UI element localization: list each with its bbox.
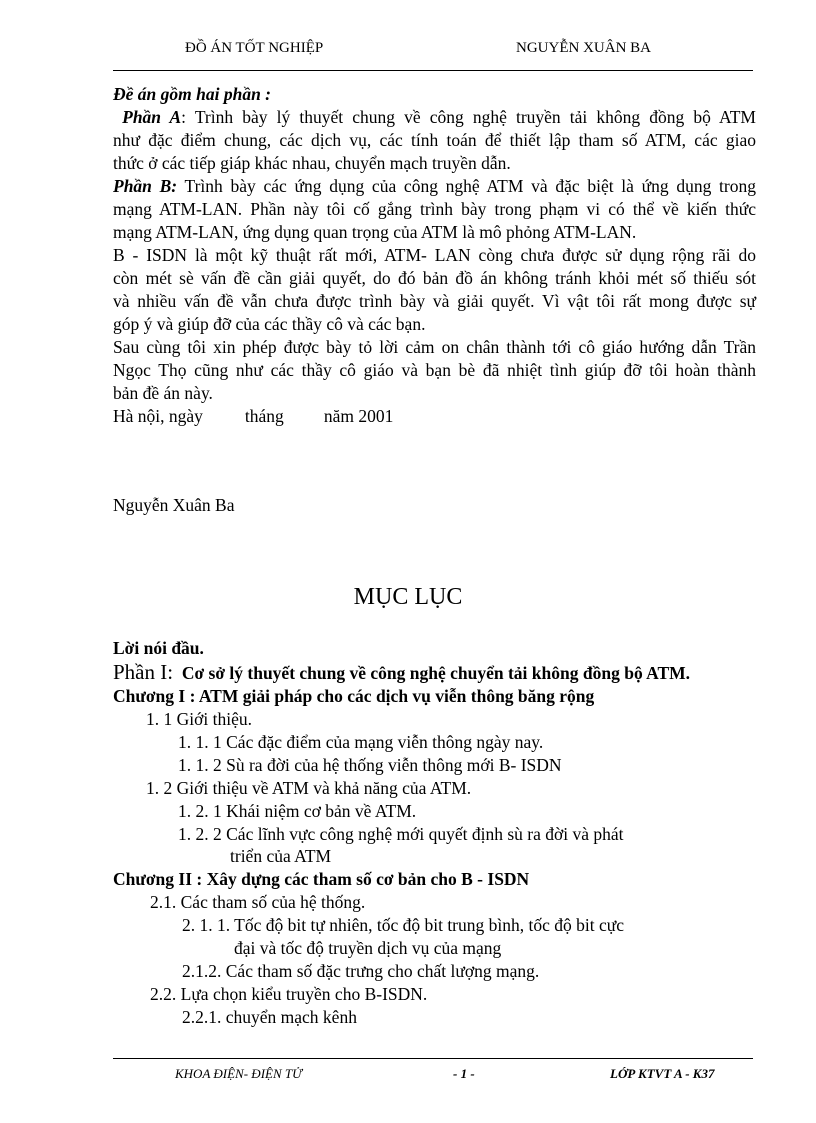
para3-line-3: và nhiều vấn đề vẫn chưa được trình bày và giải quyết. Vì vật tôi rất mong được sự xyxy=(113,291,756,311)
para4-line-2: Ngọc Thọ cũng như các thầy cô giáo và bạn bè đã nhiệt tình giúp đỡ tôi hoàn thành xyxy=(113,360,756,380)
footer-rule xyxy=(113,1058,753,1059)
para3-line-4: góp ý và giúp đỡ của các thầy cô và các bạn. xyxy=(113,314,426,334)
page-number: - 1 - xyxy=(453,1066,475,1081)
toc-section-1-2-2: 1. 2. 2 Các lĩnh vực công nghệ mới quyết định sù ra đời và phát xyxy=(178,824,624,844)
para3-line-2: còn mét sè vấn đề cần giải quyết, do đó bản đồ án không tránh khỏi mét số thiếu sót xyxy=(113,268,756,288)
toc-chapter-2: Chương II : Xây dựng các tham số cơ bản cho B - ISDN xyxy=(113,869,530,889)
para4-line-3: bản đề án này. xyxy=(113,383,213,403)
toc-section-2-1-1-cont: đại và tốc độ truyền dịch vụ của mạng xyxy=(234,938,502,958)
para4-line-1: Sau cùng tôi xin phép được bày tỏ lời cảm on chân thành tới cô giáo hướng dẫn Trần xyxy=(113,337,756,357)
toc-section-1-1: 1. 1 Giới thiệu. xyxy=(146,709,252,729)
toc-title: MỤC LỤC xyxy=(353,584,463,610)
intro-section xyxy=(113,83,756,428)
toc-chapter-1: Chương I : ATM giải pháp cho các dịch vụ viễn thông băng rộng xyxy=(113,686,595,706)
para3-line-1: B - ISDN là một kỹ thuật rất mới, ATM- LAN còng chưa được sử dụng rộng rãi do xyxy=(113,245,756,265)
footer-right: LỚP KTVT A - K37 xyxy=(610,1066,715,1081)
toc-section-2-1-1: 2. 1. 1. Tốc độ bit tự nhiên, tốc độ bit trung bình, tốc độ bit cực xyxy=(182,915,624,935)
signature: Nguyễn Xuân Ba xyxy=(113,495,235,515)
part-a-line-1: Phần A: Trình bày lý thuyết chung về công nghệ truyền tải không đồng bộ ATM xyxy=(122,107,756,127)
part-b-label: Phần B: xyxy=(113,176,178,196)
header-left: ĐỒ ÁN TỐT NGHIỆP xyxy=(185,40,324,56)
toc-part-1-label: Phần I: xyxy=(113,660,174,684)
toc-section-1-1-2: 1. 1. 2 Sù ra đời của hệ thống viễn thông mới B- ISDN xyxy=(178,755,562,775)
intro-heading: Đề án gồm hai phần : xyxy=(113,84,272,104)
toc-section-2-2: 2.2. Lựa chọn kiểu truyền cho B-ISDN. xyxy=(150,984,428,1004)
toc-section-1-2: 1. 2 Giới thiệu về ATM và khả năng của ATM. xyxy=(146,778,472,798)
part-a-line-2: như đặc điểm chung, các dịch vụ, các tính toán để thiết lập tham số ATM, các giao xyxy=(113,130,756,150)
toc-part-1-title: Cơ sở lý thuyết chung về công nghệ chuyển tải không đồng bộ ATM. xyxy=(181,663,691,683)
toc-section-1-1-1: 1. 1. 1 Các đặc điểm của mạng viễn thông ngày nay. xyxy=(178,732,544,752)
header-right: NGUYỄN XUÂN BA xyxy=(516,40,651,56)
toc-preface: Lời nói đầu. xyxy=(113,638,204,658)
part-a-line-3: thức ở các tiếp giáp khác nhau, chuyển mạch truyền dẫn. xyxy=(113,153,511,173)
header-rule xyxy=(113,70,753,71)
toc-part-1 xyxy=(113,660,690,685)
toc-section-2-2-1: 2.2.1. chuyển mạch kênh xyxy=(182,1007,357,1027)
part-b-line-1: Phần B: Trình bày các ứng dụng của công nghệ ATM và đặc biệt là ứng dụng trong xyxy=(113,176,756,196)
footer-left: KHOA ĐIỆN- ĐIỆN TỬ xyxy=(175,1066,302,1081)
toc-section-2-1: 2.1. Các tham số của hệ thống. xyxy=(150,892,366,912)
part-b-line-3: mạng ATM-LAN, ứng dụng quan trọng của ATM là mô phỏng ATM-LAN. xyxy=(113,222,637,242)
part-b-line-2: mạng ATM-LAN. Phần này tôi cố gắng trình bày trong phạm vi có thể về kiến thức xyxy=(113,199,756,219)
toc-section-1-2-1: 1. 2. 1 Khái niệm cơ bản về ATM. xyxy=(178,801,417,821)
toc-section-1-2-2-cont: triển của ATM xyxy=(230,846,332,866)
part-a-label: Phần A xyxy=(122,107,182,127)
date-line: Hà nội, ngày tháng năm 2001 xyxy=(113,406,394,426)
toc-section-2-1-2: 2.1.2. Các tham số đặc trưng cho chất lượng mạng. xyxy=(182,961,540,981)
